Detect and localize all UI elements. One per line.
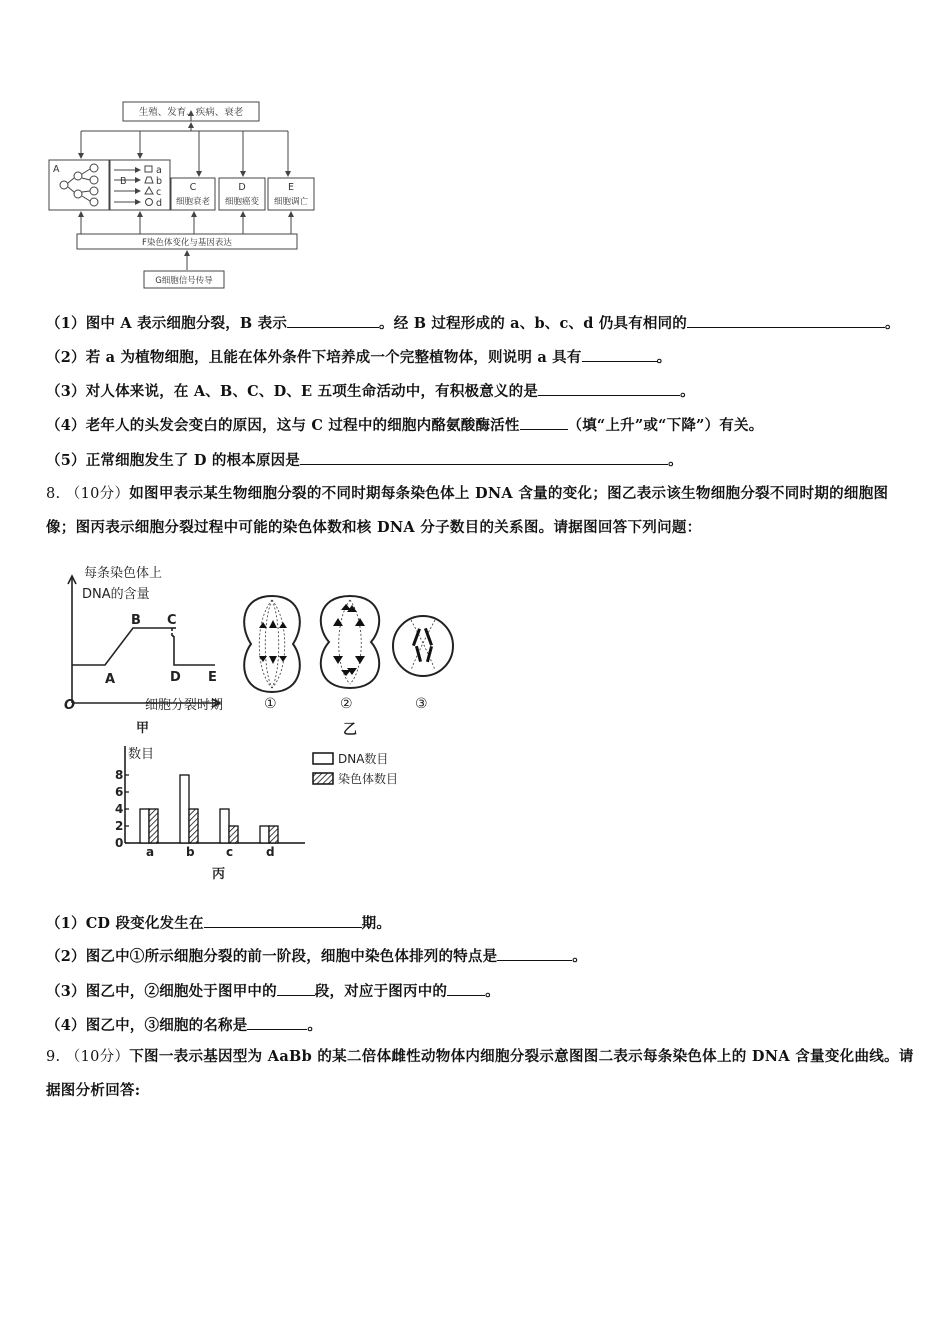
- output-b-label: b: [156, 176, 163, 187]
- answer-blank[interactable]: [687, 313, 885, 328]
- answer-blank[interactable]: [277, 981, 315, 996]
- jia-point-d: D: [170, 670, 181, 685]
- jia-point-b: B: [131, 613, 141, 628]
- yi-label-2: ②: [340, 696, 353, 712]
- figure-yi: [235, 590, 465, 740]
- figure-bing-chart: [100, 740, 440, 885]
- dna-bar-b: [180, 775, 189, 843]
- answer-blank[interactable]: [447, 981, 485, 996]
- q8-stem: 8. （10分）如图甲表示某生物细胞分裂的不同时期每条染色体上 DNA 含量的变化；图乙表示该生物细胞分裂不同时期的细胞图像；图丙表示细胞分裂过程中可能的染色体数和核 DNA 分子数目的关系图。请据图回答下列问题：: [46, 485, 889, 536]
- answer-blank[interactable]: [247, 1015, 307, 1030]
- q7-sub2: （2）若 a 为植物细胞，且能在体外条件下培养成一个完整植物体，则说明 a 具有 。: [46, 349, 672, 366]
- q8-sub2: （2）图乙中①所示细胞分裂的前一阶段，细胞中染色体排列的特点是 。: [46, 948, 587, 965]
- answer-blank[interactable]: [497, 946, 572, 961]
- bing-ylabel: 数目: [128, 747, 155, 762]
- x-category-label-c: c: [226, 845, 234, 859]
- box-d-text: 细胞癌变: [224, 197, 260, 207]
- q9-stem: 9. （10分）下图一表示基因型为 AaBb 的某二倍体雌性动物体内细胞分裂示意图图二表示每条染色体上的 DNA 含量变化曲线。请据图分析回答:: [46, 1048, 914, 1099]
- jia-caption: 甲: [136, 721, 150, 736]
- box-c-letter: C: [189, 182, 197, 193]
- q7-sub1: （1）图中 A 表示细胞分裂，B 表示 。经 B 过程形成的 a、b、c、d 仍具有相同的 。: [46, 315, 900, 332]
- figure-jia: [60, 560, 245, 742]
- y-tick-label: 0: [115, 836, 124, 850]
- jia-point-a: A: [105, 672, 116, 687]
- yi-label-3: ③: [415, 696, 428, 712]
- legend-chromosome-label: 染色体数目: [338, 772, 399, 786]
- chromosome-bar-b: [189, 809, 198, 843]
- bing-title: 丙: [212, 867, 226, 882]
- chromosome-bar-d: [269, 826, 278, 843]
- q8-sub3: （3）图乙中，②细胞处于图甲中的 段，对应于图丙中的 。: [46, 983, 500, 1000]
- answer-blank[interactable]: [520, 415, 568, 430]
- output-d-label: d: [156, 198, 163, 209]
- dna-bar-d: [260, 826, 269, 843]
- jia-ylabel-2: DNA的含量: [82, 587, 150, 602]
- q7-sub3: （3）对人体来说，在 A、B、C、D、E 五项生命活动中，有积极意义的是 。: [46, 383, 695, 400]
- box-e-letter: E: [287, 182, 295, 193]
- y-tick-label: 2: [115, 819, 124, 833]
- jia-point-c: C: [167, 613, 177, 628]
- box-g-label: G细胞信号传导: [155, 276, 213, 286]
- diagram-top-label: 生殖、发育、疾病、衰老: [138, 107, 244, 118]
- dna-bar-a: [140, 809, 149, 843]
- y-tick-label: 6: [115, 785, 124, 799]
- chromosome-bar-c: [229, 826, 238, 843]
- cell-1: [244, 596, 300, 692]
- q8-sub4: （4）图乙中，③细胞的名称是 。: [46, 1017, 323, 1034]
- x-category-label-b: b: [186, 845, 195, 859]
- legend-dna-label: DNA数目: [338, 752, 389, 766]
- jia-point-e: E: [208, 670, 217, 685]
- cell-activity-diagram: [44, 98, 319, 294]
- jia-origin: O: [64, 698, 76, 713]
- answer-blank[interactable]: [538, 381, 680, 396]
- chromosome-bar-a: [149, 809, 158, 843]
- box-f-label: F染色体变化与基因表达: [142, 238, 232, 248]
- answer-blank[interactable]: [204, 913, 362, 928]
- q7-sub4: （4）老年人的头发会变白的原因，这与 C 过程中的细胞内酪氨酸酶活性 （填“上升”或“下降”）有关。: [46, 417, 764, 434]
- legend-dna-swatch: [313, 753, 333, 764]
- output-a-label: a: [156, 165, 162, 176]
- box-b-label: B: [120, 176, 127, 187]
- answer-blank[interactable]: [287, 313, 379, 328]
- yi-label-1: ①: [264, 696, 277, 712]
- x-category-label-a: a: [146, 845, 155, 859]
- answer-blank[interactable]: [300, 450, 668, 465]
- x-category-label-d: d: [266, 845, 275, 859]
- answer-blank[interactable]: [582, 347, 657, 362]
- y-tick-label: 8: [115, 768, 124, 782]
- dna-bar-c: [220, 809, 229, 843]
- box-c-text: 细胞衰老: [175, 197, 211, 207]
- box-e-text: 细胞调亡: [273, 197, 309, 207]
- y-tick-label: 4: [115, 802, 124, 816]
- q8-sub1: （1）CD 段变化发生在 期。: [46, 915, 392, 932]
- output-c-label: c: [156, 187, 162, 198]
- yi-caption: 乙: [343, 722, 357, 738]
- jia-xlabel: 细胞分裂时期: [145, 698, 224, 713]
- cell-3: [393, 616, 453, 676]
- jia-ylabel-1: 每条染色体上: [84, 566, 163, 581]
- legend-chromosome-swatch: [313, 773, 333, 784]
- box-d-letter: D: [238, 182, 246, 193]
- box-a-label: A: [53, 164, 60, 175]
- q7-sub5: （5）正常细胞发生了 D 的根本原因是 。: [46, 452, 683, 469]
